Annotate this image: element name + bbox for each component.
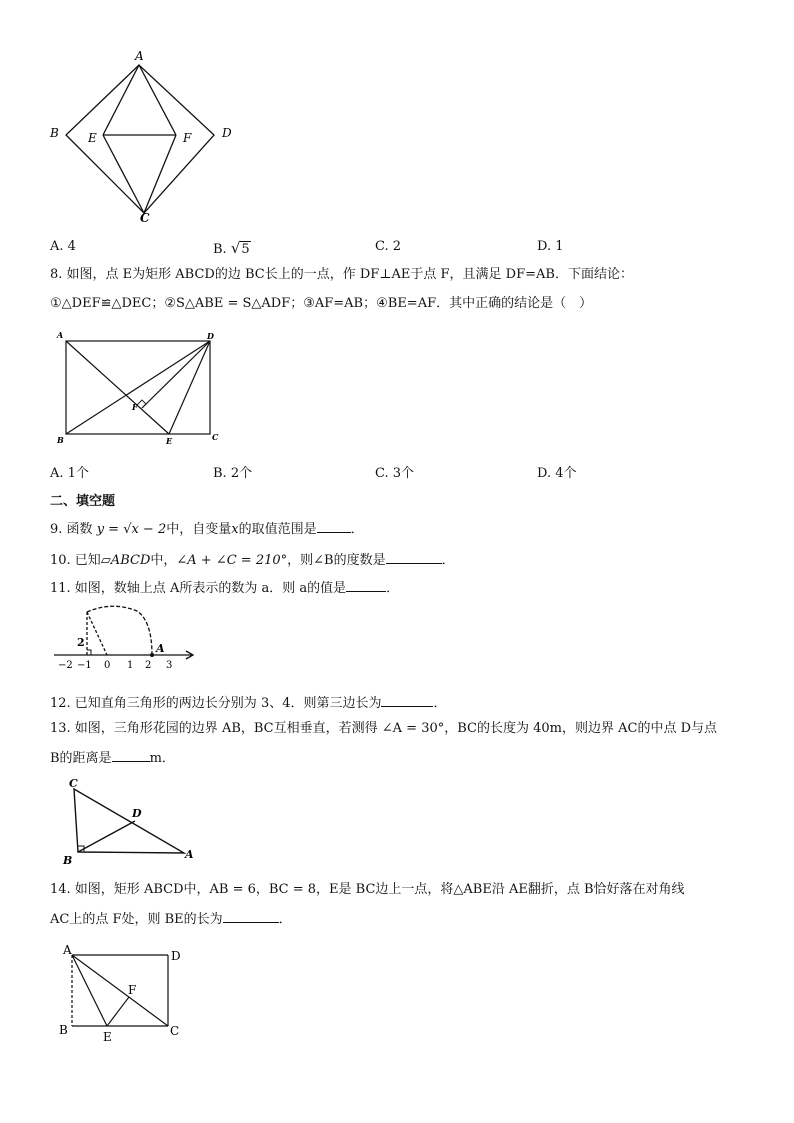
q11-number-line-figure <box>52 603 202 675</box>
q14-label-f: F <box>128 983 137 997</box>
q10-prefix: 10. 已知 <box>50 553 101 568</box>
q9-var: x <box>231 522 239 537</box>
section-title-fill-in: 二、填空题 <box>50 494 116 509</box>
q9-formula: y = √x − 2 <box>96 522 167 537</box>
q13-label-c: C <box>69 777 78 790</box>
q14-label-a: A <box>63 943 72 957</box>
q10-answer-blank[interactable] <box>386 552 442 564</box>
q8-option-a[interactable]: A. 1个 <box>50 466 89 481</box>
q8-option-d[interactable]: D. 4个 <box>537 466 577 481</box>
q14-label-e: E <box>103 1030 112 1044</box>
q8-stem-line1: 8. 如图，点 E为矩形 ABCD的边 BC长上的一点，作 DF⊥AE于点 F，且满足 DF=AB．下面结论： <box>50 267 633 282</box>
q7-rhombus-figure <box>40 45 250 225</box>
q11-tick-2: 2 <box>145 660 152 671</box>
q11-stem <box>50 580 399 597</box>
q11-point-label: A <box>156 642 165 655</box>
q7-option-d[interactable]: D. 1 <box>537 239 564 254</box>
q8-option-c[interactable]: C. 3个 <box>375 466 415 481</box>
q11-answer-blank[interactable] <box>346 580 386 592</box>
q7-label-c: C <box>140 211 150 225</box>
q11-tick-3: 3 <box>166 660 173 671</box>
q7-label-b: B <box>50 126 59 140</box>
q12-stem <box>50 695 447 712</box>
q11-tick-neg1: −1 <box>77 660 92 671</box>
q8-label-b: B <box>57 435 64 445</box>
q7-label-a: A <box>135 49 144 63</box>
q10-stem <box>50 552 455 569</box>
q14-answer-blank[interactable] <box>223 911 279 923</box>
q11-height-label: 2 <box>77 636 85 649</box>
q8-label-a: A <box>57 330 64 340</box>
q10-formula: ∠A + ∠C = 210° <box>176 553 288 568</box>
q14-line2-prefix: AC上的点 F处，则 BE的长为 <box>50 912 223 927</box>
q9-prefix: 9. 函数 <box>50 522 93 537</box>
q13-stem-line2 <box>50 750 175 767</box>
q7-label-f: F <box>183 131 192 145</box>
q7-label-d: D <box>222 126 232 140</box>
q14-label-b: B <box>59 1023 68 1037</box>
q14-stem-line2 <box>50 911 292 928</box>
q10-suffix: ，则∠B的度数是 <box>287 553 386 568</box>
q7-option-b-prefix: B. <box>213 242 231 257</box>
q13-triangle-figure <box>58 775 208 867</box>
q13-label-a: A <box>185 848 194 861</box>
q10-end: ． <box>441 553 455 568</box>
q12-end: ． <box>433 696 447 711</box>
q11-tick-1: 1 <box>127 660 134 671</box>
q14-label-d: D <box>171 949 181 963</box>
q11-tick-neg2: −2 <box>58 660 73 671</box>
q8-option-b[interactable]: B. 2个 <box>213 466 253 481</box>
q14-end: ． <box>278 912 292 927</box>
q12-answer-blank[interactable] <box>381 695 433 707</box>
q9-suffix: 中，自变量 <box>166 522 232 537</box>
q7-option-b-radicand: 5 <box>241 242 250 257</box>
q7-option-a[interactable]: A. 4 <box>50 239 76 254</box>
q12-text: 12. 已知直角三角形的两边长分别为 3、4．则第三边长为 <box>50 696 382 711</box>
q11-point-a-dot <box>150 653 154 657</box>
q7-option-b[interactable] <box>213 239 251 257</box>
q11-text: 11. 如图，数轴上点 A所表示的数为 a．则 a的值是 <box>50 581 347 596</box>
q8-label-d: D <box>207 331 214 341</box>
q8-label-f: F <box>132 402 138 412</box>
q8-rectangle-figure <box>52 328 232 450</box>
q13-stem-line1: 13. 如图，三角形花园的边界 AB，BC互相垂直，若测得 ∠A = 30°，BC的长度为 40m，则边界 AC的中点 D与点 <box>50 721 717 736</box>
q14-label-c: C <box>170 1024 180 1038</box>
q14-stem-line1: 14. 如图，矩形 ABCD中，AB = 6，BC = 8，E是 BC边上一点，将△ABE沿 AE翻折，点 B恰好落在对角线 <box>50 882 685 897</box>
q11-tick-0: 0 <box>104 660 111 671</box>
q10-para: ▱ABCD <box>100 553 151 568</box>
q13-line2-suffix: m． <box>149 751 175 766</box>
q9-suffix2: 的取值范围是 <box>238 522 317 537</box>
q13-triangle <box>74 789 184 853</box>
q9-stem <box>50 521 364 538</box>
q8-stem-line2: ①△DEF≌△DEC；②S△ABE = S△ADF；③AF=AB；④BE=AF．其中正确的结论是（ ） <box>50 296 593 311</box>
q11-end: ． <box>386 581 400 596</box>
q8-label-c: C <box>212 432 219 442</box>
q9-answer-blank[interactable] <box>317 521 351 533</box>
q7-option-c[interactable]: C. 2 <box>375 239 402 254</box>
q13-answer-blank[interactable] <box>112 750 150 762</box>
q13-label-d: D <box>132 807 142 820</box>
q9-end: ． <box>350 522 364 537</box>
q7-label-e: E <box>88 131 97 145</box>
sqrt-sign: √ <box>230 239 241 257</box>
q10-mid: 中， <box>150 553 177 568</box>
q13-line2-prefix: B的距离是 <box>50 751 112 766</box>
q14-rectangle-figure <box>55 940 195 1045</box>
q13-label-b: B <box>63 854 73 867</box>
q8-label-e: E <box>166 436 173 446</box>
